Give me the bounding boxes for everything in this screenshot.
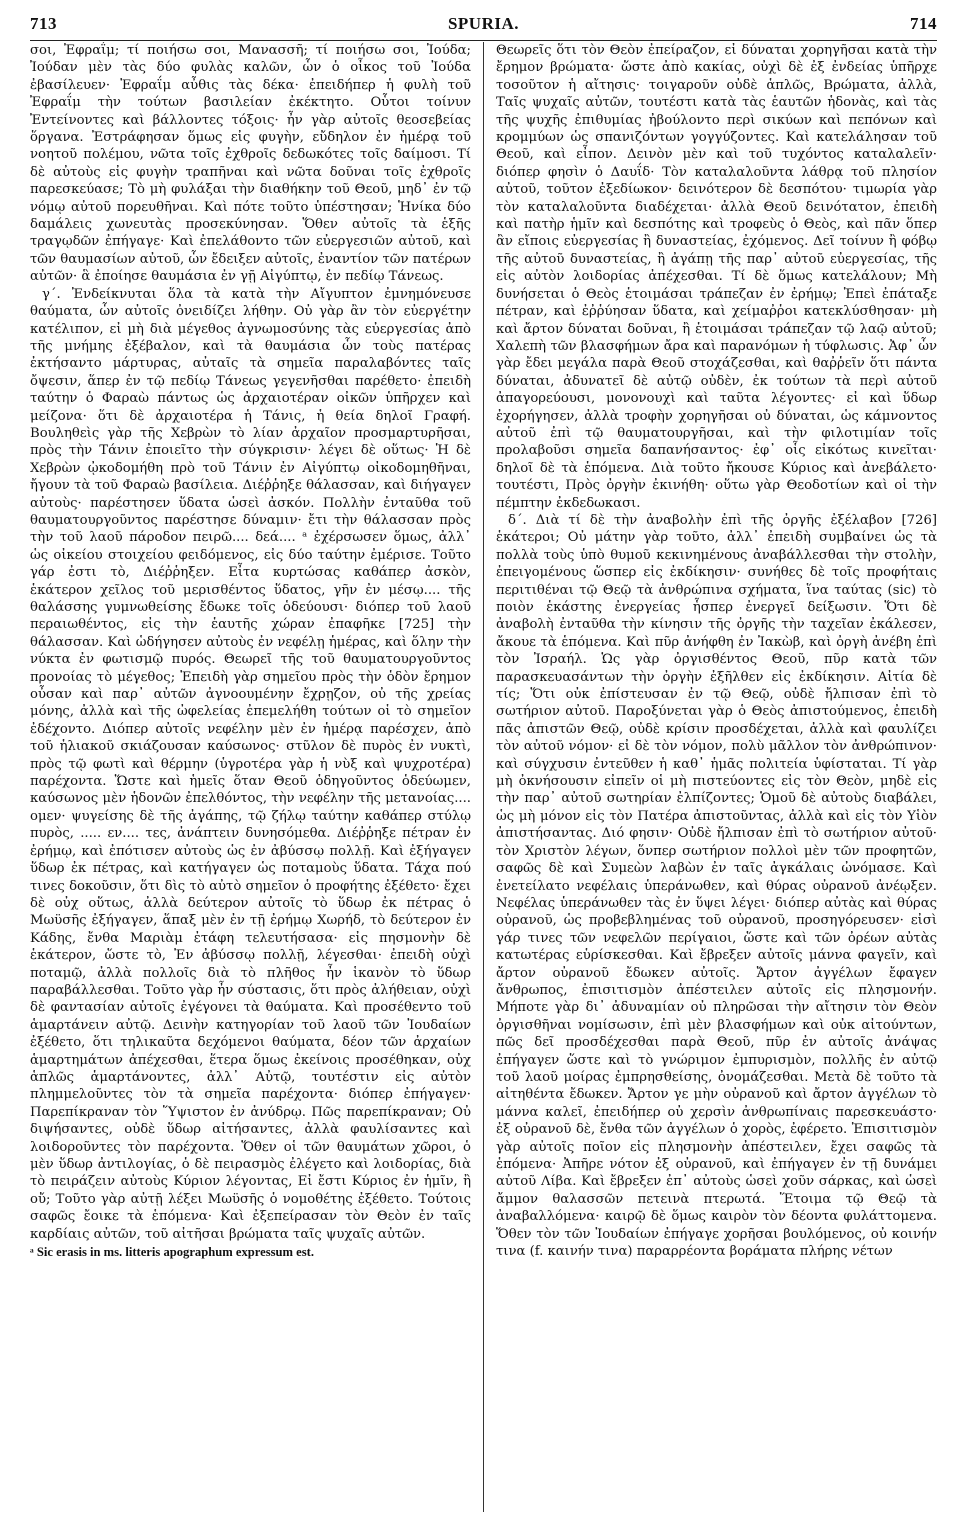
- right-page-number: 714: [910, 14, 937, 33]
- left-paragraph-2: γ΄. Ἐνδείκνυται ὅλα τὰ κατὰ τὴν Αἴγυπτον ἐμνημόνευσε θαύματα, ὧν αὐτοῖς ὀνειδίζει λήθην. Οὐ γὰρ ἂν τὸν εὐεργέτην κατέλιπον, εἰ μὴ διὰ μέγεθος ἀγνωμοσύνης τὰς εὐεργεσίας ἀπὸ τῆς μνήμης ἐξέβαλον, καὶ τὰ θαυμάσια ὧν τοὺς πατέρας ἐκτήσαντο μάρτυρας, αὐταῖς τὰ σημεῖα παραλαβόντες ταῖς ὄψεσιν, ἅπερ ἐν τῷ πεδίῳ Τάνεως γεγενῆσθαι παρέθετο· ἐπειδὴ ταύτην ὁ Φαραὼ πάντως ὡς ἀρχαιοτέραν οἰκῶν ὑπῆρχεν καὶ μείζονα· ὅτι δὲ ἀρχαιοτέρα ἡ Τάνις, ἡ θεία δηλοῖ Γραφή. Βουληθεὶς γὰρ τῆς Χεβρὼν τὸ λίαν ἀρχαῖον προσμαρτυρῆσαι, πρὸς τὴν Τάνιν ἐποιεῖτο τὴν σύγκρισιν· λέγει δὲ οὕτως· Ἡ δὲ Χεβρὼν ᾠκοδομήθη πρὸ τοῦ Τάνιν ἐν Αἰγύπτῳ οἰκοδομηθῆναι, ἤγουν τὰ τοῦ Φαραὼ βασίλεια. Διέῤῥηξε θάλασσαν, καὶ διήγαγεν αὐτοὺς· παρέστησεν ὕδατα ὡσεὶ ἀσκόν. Πολλὴν ἐνταῦθα τοῦ θαυματουργοῦντος παρέστησε δύναμιν· ἔτι τὴν θάλασσαν πρὸς τὴν τοῦ λαοῦ πάροδον πειρῶ.... δεά.... ᵃ ἐχέρσωσεν ὅμως, ἀλλ᾽ ὡς οἰκείου στοιχείου φειδόμενος, εἰς δύο ταύτην ἐμέρισε. Τοῦτο γάρ ἐστι τὸ, Διέῤῥηξεν. Εἶτα κυρτώσας καθάπερ ἀσκὸν, ἑκάτερον χεῖλος τοῦ μερισθέντος ὕδατος, γῆν ἐν μέσῳ.... τῆς θαλάσσης γυμνωθείσης ἔδωκε τοῖς ὁδεύουσι· διόπερ τοῦ λαοῦ περαιωθέντος, εἰς τὴν ἑαυτῆς χώραν ἐπαφῆκε [725] τὴν θάλασσαν. Καὶ ὡδήγησεν αὐτοὺς ἐν νεφέλῃ ἡμέρας, καὶ ὅλην τὴν νύκτα ἐν φωτισμῷ πυρός. Θεωρεῖ τῆς τοῦ θαυματουργοῦντος προνοίας τὸ μέγεθος; Ἐπειδὴ γὰρ σημεῖου πρὸς τὴν ὁδὸν ἔρημον οὖσαν καὶ παρ᾽ αὐτῶν ἀγνοουμένην ἔχρῃζον, οὐ τῆς χρείας μόνης, ἀλλὰ καὶ τῆς ὠφελείας ἐπεμελήθη τούτων οἱ τὸ σημεῖον ἐδέχοντο. Διόπερ αὐτοῖς νεφέλην μὲν ἐν ἡμέρᾳ παρέσχεν, ἀπὸ τοῦ ἡλιακοῦ σκιάζουσαν καύσωνος· στῦλον δὲ πυρὸς ἐν νυκτὶ, πρὸς τῷ φωτὶ καὶ θέρμην (ὑγροτέρα γὰρ ἡ νὺξ καὶ ψυχροτέρα) παρέχοντα. Ὥστε καὶ ἡμεῖς ὅταν Θεοῦ ὁδηγοῦντος ὁδεύωμεν, καύσωνος μὲν ἡδονῶν ἐπελθόντος, τὴν νεφέλην τῆς μετανοίας.... ομεν· ψυγείσης δὲ τῆς ἀγάπης, τῷ ζήλῳ ταύτην καθάπερ στύλῳ πυρὸς, ..... εν.... τες, ἀνάπτειν δυνησόμεθα. Διέῤῥηξε πέτραν ἐν ἐρήμῳ, καὶ ἐπότισεν αὐτοὺς ὡς ἐν ἀβύσσῳ πολλῇ. Καὶ ἐξήγαγεν ὕδωρ ἐκ πέτρας, καὶ κατήγαγεν ὡς ποταμοὺς ὕδατα. Τάχα πού τινες δοκοῦσιν, ὅτι δὶς τὸ αὐτὸ σημεῖον ὁ προφήτης ἐξέθετο· ἔχει δὲ οὐχ οὕτως, ἀλλὰ δεύτερον αὐτοῖς τὸ ὕδωρ ἐκ πέτρας ὁ Μωϋσῆς ἐξήγαγεν, ἅπαξ μὲν ἐν τῇ ἐρήμῳ Χωρήδ, τὸ δεύτερον ἐν Κάδης, ἔνθα Μαριὰμ ἐτάφη τελευτήσασα· εἰς πησμονὴν δὲ ἑκάτερον, ὥστε τὸ, Ἐν ἀβύσσῳ πολλῇ, λέγεσθαι· ἐπειδὴ οὐχὶ ποταμῷ, ἀλλὰ πολλοῖς διὰ τὸ πλῆθος ἦν ἱκανὸν τὸ ὕδωρ παραβάλλεσθαι. Τοῦτο γὰρ ἦν σύστασις, ὅτι πρὸς ἀλήθειαν, οὐχὶ δὲ φαντασίαν αὐτοῖς ἐγέγονει τὰ θαύματα. Καὶ προσέθεντο τοῦ ἁμαρτάνειν αὐτῷ. Δεινὴν κατηγορίαν τοῦ λαοῦ τῶν Ἰουδαίων ἐξέθετο, ὅτι τηλικαῦτα δεχόμενοι θαύματα, δέον τῶν ἀρχαίων ἁμαρτημάτων ἀπέχεσθαι, ἕτερα ὅμως ἐκείνοις προσέθηκαν, οὐχ ἁπλῶς ἁμαρτάνοντες, ἀλλ᾽ Αὐτῷ, τουτέστιν εἰς αὐτὸν πλημμελοῦντες τὸν τὰ σημεῖα παρέχοντα· διόπερ ἐπήγαγεν· Παρεπίκραναν τὸν Ὕψιστον ἐν ἀνύδρῳ. Πῶς παρεπίκραναν; Οὐ διψήσαντες, οὐδὲ ὕδωρ αἰτήσαντες, ἀλλὰ φαυλίσαντες καὶ λοιδοροῦντες τὸν παρέχοντα. Ὅθεν οἱ τῶν θαυμάτων χῶροι, ὁ μὲν ὕδωρ ἀντιλογίας, ὁ δὲ πειρασμὸς ἐλέγετο καὶ λοιδορίας, διὰ τὸ πειράζειν αὐτοὺς Κύριον λέγοντας, Εἰ ἔστι Κύριος ἐν ἡμῖν, ἢ οὔ; Τοῦτο γὰρ αὐτῇ λέξει Μωϋσῆς ὁ νομοθέτης ἐξέθετο. Τούτοις σαφῶς ἔοικε τὰ ἑπόμενα· Καὶ ἐξεπείρασαν τὸν Θεὸν ἐν ταῖς καρδίαις αὐτῶν, τοῦ αἰτῆσαι βρώματα ταῖς ψυχαῖς αὐτῶν.: [30, 286, 471, 1242]
- right-paragraph-1: Θεωρεῖς ὅτι τὸν Θεὸν ἐπείραζον, εἰ δύναται χορηγῆσαι κατὰ τὴν ἔρημον βρώματα· ὥστε ἀπὸ κακίας, οὐχὶ δὲ ἐξ ἐνδείας ὑπῆρχε τοσοῦτον ἡ αἴτησις· τοιγαροῦν οὐδὲ ἁπλῶς, Βρώματα, ἀλλὰ, Ταῖς ψυχαῖς αὐτῶν, τουτέστι κατὰ τὰς ἑαυτῶν ἡδονὰς, καὶ τὰς τῆς ψυχῆς ἐπιθυμίας ἠβούλοντο περὶ σικύων καὶ πεπόνων καὶ κρομμύων ὡς σπανιζόντων γογγύζοντες. Καὶ κατελάλησαν τοῦ Θεοῦ, καὶ εἶπον. Δεινὸν μὲν καὶ τοῦ τυχόντος καταλαλεῖν· διόπερ φησὶν ὁ Δαυΐδ· Τὸν καταλαλοῦντα λάθρᾳ τοῦ πλησίον αὐτοῦ, τοῦτον ἐξεδίωκον· δεινότερον δὲ δεσπότου· τιμωρία γὰρ τὸν καταλαλοῦντα διαδέχεται· ἀλλὰ Θεοῦ δεινότατον, ἐπειδὴ καὶ πατὴρ ἡμῖν καὶ δεσπότης καὶ τροφεὺς ὁ Θεὸς, καὶ πᾶν ὅπερ ἂν εἴποις εὐεργεσίας ἢ δυναστείας, ἐχόμενος. Δεῖ τοίνυν ἢ φόβῳ τῆς αὐτοῦ δυναστείας, ἢ ἀγάπῃ τῆς παρ᾽ αὐτοῦ εὐεργεσίας, τῆς εἰς αὐτὸν λοιδορίας ἀπέχεσθαι. Τί δὲ ὅμως κατελάλουν; Μὴ δυνήσεται ὁ Θεὸς ἑτοιμάσαι τράπεζαν ἐν ἐρήμῳ; Ἐπεὶ ἐπάταξε πέτραν, καὶ ἐῤῥύησαν ὕδατα, καὶ χείμαῤῥοι κατεκλύσθησαν· μὴ καὶ ἄρτον δύναται δοῦναι, ἢ ἑτοιμάσαι τράπεζαν τῷ λαῷ αὐτοῦ; Χαλεπὴ τῶν βλασφήμων ἄρα καὶ παρανόμων ἡ τύφλωσις. Ἀφ᾽ ὧν γὰρ ἔδει μεγάλα παρὰ Θεοῦ στοχάζεσθαι, καὶ θαῤῥεῖν ὅτι πάντα δύναται, ἀδυνατεῖ δὲ αὐτῷ οὐδὲν, ἐκ τούτων τὰ περὶ αὐτοῦ ἀπαγορεύουσι, μονονουχὶ καὶ ταῦτα λέγοντες· εἰ καὶ ὕδωρ ἐχορήγησεν, ἀλλὰ τροφὴν χορηγῆσαι οὐ δύναται, ὡς κάμνοντος αὐτοῦ ἐπὶ τῷ θαυματουργῆσαι, καὶ τὴν φιλοτιμίαν τοῖς προλαβοῦσι σημεῖα δαπανήσαντος· ἐφ᾽ οἷς εἰκότως κινεῖται· δηλοῖ δὲ τὰ ἑπόμενα. Διὰ τοῦτο ἤκουσε Κύριος καὶ ἀνεβάλετο· τουτέστι, Πρὸς ὀργὴν ἐκινήθη· οὕτω γὰρ Θεοδοτίων καὶ οἱ τὴν πέμπτην ἐκδεδωκασι.: [496, 43, 937, 511]
- column-divider: [483, 42, 484, 1512]
- right-column: [496, 42, 937, 1512]
- running-header: [30, 10, 937, 41]
- left-paragraph-1: σοι, Ἐφραΐμ; τί ποιήσω σοι, Μανασσῆ; τί ποιήσω σοι, Ἰούδα; Ἰούδαν μὲν τὰς δύο φυλὰς καλῶν, ὧν ὁ οἶκος τοῦ Ἰούδα ἐβασίλευεν· Ἐφραΐμ αὖθις τὰς δέκα· ἐπειδήπερ ἡ φυλὴ τοῦ Ἐφραΐμ τὴν τούτων βασιλείαν ἐκέκτητο. Οὗτοι τοίνυν Ἐντείνοντες καὶ βάλλοντες τόξοις· ἦν γὰρ αὐτοῖς θεοσεβείας ὅργανα. Ἐστράφησαν ὅμως εἰς φυγὴν, εὔδηλον ἐν ἡμέρᾳ τοῦ νοητοῦ πολέμου, νῶτα τοῖς ἐχθροῖς δεδωκότες τοῖς δαίμοσι. Τί δὲ αὐτοὺς εἰς φυγὴν τραπῆναι καὶ νῶτα δοῦναι τοῖς ἐχθροῖς παρεσκεύασε; Τὸ μὴ φυλάξαι τὴν διαθήκην τοῦ Θεοῦ, μηδ᾽ ἐν τῷ νόμῳ αὐτοῦ πορευθῆναι. Καὶ πότε τοῦτο ὑπέστησαν; Ἡνίκα δύο δαμάλεις χωνευτὰς προσεκύνησαν. Ὅθεν αὐτοῖς τὰ ἑξῆς τραγῳδῶν ἐπήγαγε· Καὶ ἐπελάθοντο τῶν εὐεργεσιῶν αὐτοῦ, καὶ τῶν θαυμασίων αὐτοῦ, ὧν ἔδειξεν αὐτοῖς, ἐναντίον τῶν πατέρων αὐτῶν· ἃ ἐποίησε θαυμάσια ἐν γῇ Αἰγύπτῳ, ἐν πεδίῳ Τάνεως.: [30, 43, 471, 285]
- right-paragraph-2: δ΄. Διὰ τί δὲ τὴν ἀναβολὴν ἐπὶ τῆς ὀργῆς ἐξέλαβον [726] ἑκάτεροι; Οὐ μάτην γὰρ τοῦτο, ἀλλ᾽ ἐπειδὴ συμβαίνει ὡς τὰ πολλὰ τοὺς ὑπὸ θυμοῦ κεκινημένους ἀναβάλλεσθαι τὴν στολὴν, ἐπειγομένους ὥσπερ εἰς ἐκδίκησιν· συνήθες δὲ τοῖς προφήταις περιτιθέναι τῷ Θεῷ τὰ ἀνθρώπινα σχήματα, ἵνα ταύτας (sic) τὸ ποιὸν ἑκάστης ἐνεργείας ἧσπερ ἐνεργεῖ δείξωσιν. Ὅτι δὲ ἀναβολὴ ἐνταῦθα τὴν κίνησιν τῆς ὀργῆς τὴν ταχεῖαν ἐκάλεσεν, ἄκουε τὰ ἑπόμενα. Καὶ πῦρ ἀνήφθη ἐν Ἰακὼβ, καὶ ὀργὴ ἀνέβη ἐπὶ τὸν Ἰσραήλ. Ὡς γὰρ ὀργισθέντος Θεοῦ, πῦρ κατὰ τῶν παρασκευασάντων τὴν ὀργὴν ἐξῆλθεν εἰς ἐκδίκησιν. Αἰτία δὲ τίς; Ὅτι οὐκ ἐπίστευσαν ἐν τῷ Θεῷ, οὐδὲ ἤλπισαν ἐπὶ τὸ σωτήριον αὐτοῦ. Παροξύνεται γὰρ ὁ Θεὸς ἀπιστούμενος, ἐπειδὴ πᾶς ἀπιστῶν Θεῷ, οὐδὲ κρίσιν προσδέχεται, ἀλλὰ καὶ φαυλίζει τὸν αὐτοῦ νόμον· εἰ δὲ τὸν νόμον, πολὺ μᾶλλον τὸν ἀνθρώπινον· καὶ σύγχυσιν ἐντεῦθεν ἡ καθ᾽ ἡμᾶς πολιτεία ὑφίσταται. Τί γὰρ μὴ ὀκνήσουσιν εἰπεῖν οἱ μὴ πιστεύοντες εἰς τὸν Θεὸν, μηδὲ εἰς τὴν παρ᾽ αὐτοῦ σωτηρίαν ἐλπίζοντες; Ὁμοῦ δὲ αὐτοὺς διαβάλει, ὡς μὴ μόνον εἰς τὸν Πατέρα ἀπιστοῦντας, ἀλλὰ καὶ εἰς τὸν Υἱὸν ἀπιστήσαντας. Διό φησιν· Οὐδὲ ἤλπισαν ἐπὶ τὸ σωτήριον αὐτοῦ· τὸν Χριστὸν λέγων, ὅνπερ σωτήριον πολλοὶ μὲν τῶν προφητῶν, σαφῶς δὲ καὶ Συμεὼν λαβὼν ἐν ταῖς ἀγκάλαις ὠνόμασε. Καὶ ἐνετείλατο νεφέλαις ὑπεράνωθεν, καὶ θύρας οὐρανοῦ ἀνέῳξεν. Νεφέλας ὑπεράνωθεν τὰς ἐν ὕψει λέγει· διόπερ αὐτὰς καὶ θύρας οὐρανοῦ, ὡς προβεβλημένας τοῦ οὐρανοῦ, προσηγόρευσεν· εἰσὶ γάρ τινες τῶν νεφελῶν περίγαιοι, ὥστε καὶ τῶν ὀρέων αὐτὰς κατωτέρας εὑρίσκεσθαι. Καὶ ἔβρεξεν αὐτοῖς μάννα φαγεῖν, καὶ ἄρτον οὐρανοῦ ἔδωκεν αὐτοῖς. Ἄρτον ἀγγέλων ἔφαγεν ἄνθρωπος, ἐπισιτισμὸν ἀπέστειλεν αὐτοῖς εἰς πλησμονήν. Μήποτε γὰρ δι᾽ ἀδυναμίαν οὐ πληρῶσαι τὴν αἴτησιν τὸν Θεὸν ὀργισθῆναι νομίσωσιν, ἐπὶ μὲν βλασφήμων καὶ οὐκ αἰτούντων, πῶς δεῖ προσδέχεσθαι παρὰ Θεοῦ, πῦρ ἐν αὐτοῖς ἀνάψας ἐπήγαγεν ὥστε καὶ τὸ γνώριμον ἐμπυρισμὸν, πολλῆς ἐν αὐτῷ τοῦ λαοῦ μοίρας ἐμπρησθείσης, ὀνομάζεσθαι. Μετὰ δὲ τοῦτο τὰ αἰτηθέντα ἔδωκεν. Ἄρτον γε μὴν οὐρανοῦ καὶ ἄρτον ἀγγέλων τὸ μάννα καλεῖ, ἐπειδήπερ οὐ χερσὶν ἀνθρωπίναις παρεσκευάστο· ἐξ οὐρανοῦ δὲ, ἔνθα τῶν ἀγγέλων ὁ χορὸς, ἐφέρετο. Ἐπισιτισμὸν γὰρ αὐτοῖς ποῖον εἰς πλησμονὴν ἀπέστειλεν, ἔχει σαφῶς τὰ ἑπόμενα· Ἀπῆρε νότον ἐξ οὐρανοῦ, καὶ ἐπήγαγεν ἐν τῇ δυνάμει αὐτοῦ Λίβα. Καὶ ἔβρεξεν ἐπ᾽ αὐτοὺς ὡσεὶ χοῦν σάρκας, καὶ ὡσεὶ ἄμμον θαλασσῶν πετεινὰ πτερωτά. Ἕτοιμα τῷ Θεῷ τὰ ἀναβαλλόμενα· καιρῷ δὲ ὅμως καιρὸν τὸν δέοντα φυλάττομενα. Ὅθεν τὸν τῶν Ἰουδαίων ἐπήγαγε χορῆσαι βουλόμενος, οὐ κοινήν τινα (f. καινήν τινα) παραρρέοντα βοράματα πλήρης νέτων: [496, 512, 937, 1260]
- left-column: [30, 42, 471, 1512]
- left-page-number: 713: [30, 14, 57, 33]
- text-columns: [30, 42, 937, 1512]
- running-title: SPURIA.: [447, 14, 520, 33]
- footnote: ᵃ Sic erasis in ms. litteris apographum expressum est.: [30, 1245, 314, 1260]
